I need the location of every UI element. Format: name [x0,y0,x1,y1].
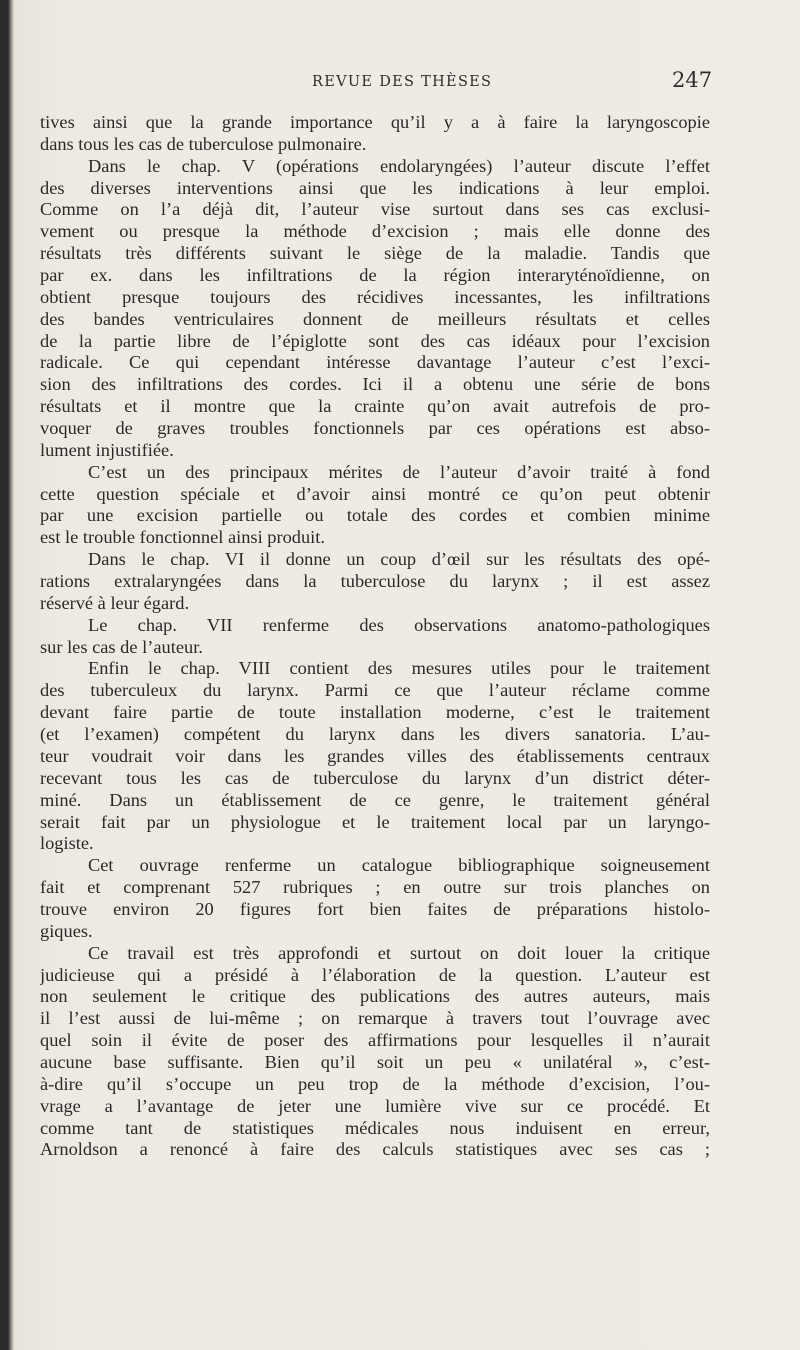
text-line: par ex. dans les infiltrations de la région interaryténoïdienne, on [40,265,710,286]
text-line: trouve environ 20 figures fort bien faites de préparations histolo- [40,898,710,919]
text-line: devant faire partie de toute installation moderne, c’est le traitement [40,702,710,723]
page-header [0,68,800,98]
text-line: résultats très différents suivant le siège de la maladie. Tandis que [40,243,710,264]
text-line: lument injustifiée. [40,439,174,460]
text-line: serait fait par un physiologue et le traitement local par un laryngo- [40,811,710,832]
text-line: logiste. [40,833,94,854]
text-line: est le trouble fonctionnel ainsi produit. [40,527,325,548]
text-line: Arnoldson a renoncé à faire des calculs statistiques avec ses cas ; [40,1139,710,1160]
text-line: vrage a l’avantage de jeter une lumière vive sur ce procédé. Et [40,1095,710,1116]
text-line: à-dire qu’il s’occupe un peu trop de la méthode d’excision, l’ou- [40,1073,710,1094]
text-line: des diverses interventions ainsi que les indications à leur emploi. [40,177,710,198]
text-line: non seulement le critique des publications des autres auteurs, mais [40,986,710,1007]
text-line: des bandes ventriculaires donnent de meilleurs résultats et celles [40,308,710,329]
text-line: Dans le chap. V (opérations endolaryngées) l’auteur discute l’effet [88,155,710,176]
text-line: vement ou presque la méthode d’excision ; mais elle donne des [40,221,710,242]
text-line: cette question spéciale et d’avoir ainsi montré ce qu’on peut obtenir [40,483,710,504]
text-line: quel soin il évite de poser des affirmations pour lesquelles il n’aurait [40,1030,710,1051]
text-line: sur les cas de l’auteur. [40,636,203,657]
text-line: de la partie libre de l’épiglotte sont des cas idéaux pour l’excision [40,330,710,351]
text-line: fait et comprenant 527 rubriques ; en outre sur trois planches on [40,877,710,898]
text-line: des tuberculeux du larynx. Parmi ce que l’auteur réclame comme [40,680,710,701]
text-line: dans tous les cas de tuberculose pulmonaire. [40,133,367,154]
text-line: teur voudrait voir dans les grandes villes des établissements centraux [40,745,710,766]
body-text [40,112,710,1161]
text-line: Ce travail est très approfondi et surtout on doit louer la critique [88,942,710,963]
text-line: voquer de graves troubles fonctionnels par ces opérations est abso- [40,418,710,439]
text-line: sion des infiltrations des cordes. Ici il a obtenu une série de bons [40,374,710,395]
text-line: réservé à leur égard. [40,592,190,613]
text-line: rations extralaryngées dans la tuberculose du larynx ; il est assez [40,571,710,592]
text-line: comme tant de statistiques médicales nous induisent en erreur, [40,1117,710,1138]
text-line: recevant tous les cas de tuberculose du larynx d’un district déter- [40,767,710,788]
text-line: Enfin le chap. VIII contient des mesures utiles pour le traitement [88,658,710,679]
running-title: REVUE DES THÈSES [312,74,493,90]
text-line: obtient presque toujours des récidives incessantes, les infiltrations [40,286,710,307]
text-line: (et l’examen) compétent du larynx dans les divers sanatoria. L’au- [40,724,710,745]
text-line: miné. Dans un établissement de ce genre, le traitement général [40,789,710,810]
text-line: judicieuse qui a présidé à l’élaboration de la question. L’auteur est [40,964,710,985]
text-line: il l’est aussi de lui-même ; on remarque à travers tout l’ouvrage avec [40,1008,710,1029]
text-line: tives ainsi que la grande importance qu’il y a à faire la laryngoscopie [40,112,710,132]
page-number: 247 [672,68,713,92]
text-line: C’est un des principaux mérites de l’auteur d’avoir traité à fond [88,461,710,482]
text-line: Dans le chap. VI il donne un coup d’œil sur les résultats des opé- [88,549,710,570]
text-line: Comme on l’a déjà dit, l’auteur vise surtout dans ses cas exclusi- [40,199,710,220]
text-line: radicale. Ce qui cependant intéresse davantage l’auteur c’est l’exci- [40,352,710,373]
text-line: giques. [40,920,93,941]
text-line: par une excision partielle ou totale des cordes et combien minime [40,505,710,526]
text-line: Le chap. VII renferme des observations anatomo-pathologiques [88,614,710,635]
text-line: résultats et il montre que la crainte qu’on avait autrefois de pro- [40,396,710,417]
text-line: Cet ouvrage renferme un catalogue bibliographique soigneusement [88,855,710,876]
text-line: aucune base suffisante. Bien qu’il soit un peu « unilatéral », c’est- [40,1051,710,1072]
